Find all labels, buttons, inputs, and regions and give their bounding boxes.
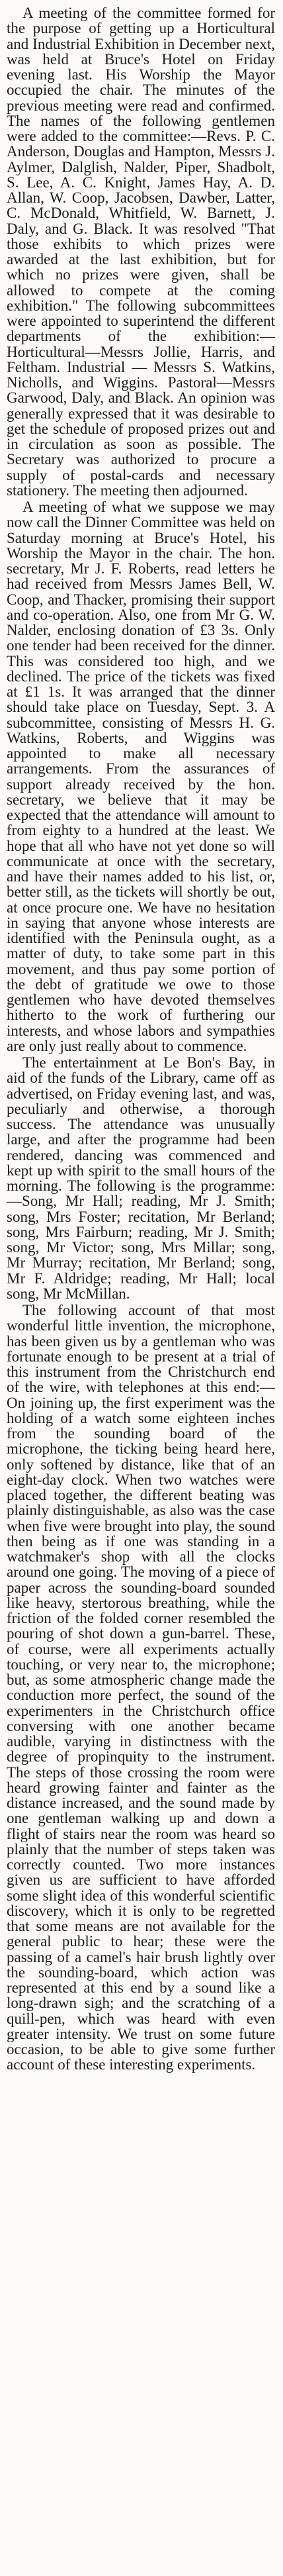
paragraph-library-entertainment: The entertainment at Le Bon's Bay, in aid of the funds of the Library, came off as advertised, on Friday evening last, and was, peculiarly and otherwise, a thorough success. The attendance was unusually large, and after the programme had been rendered, dancing was commenced and kept up with spirit to the small hours of the morning. The following is the programme:—Song, Mr Hall; reading, Mr J. Smith; song, Mrs Foster; recitation, Mr Berland; song, Mrs Fairburn; reading, Mr J. Smith; song, Mr Victor; song, Mrs Millar; song, Mr Murray; recitation, Mr Berland; song, Mr F. Aldridge; reading, Mr Hall; local song, Mr McMillan. — [7, 1054, 275, 1302]
paragraph-dinner-committee: A meeting of what we suppose we may now call the Dinner Committee was held on Saturday morning at Bruce's Hotel, his Worship the Mayor in the chair. The hon. secretary, Mr J. F. Roberts, read letters he had received from Messrs James Bell, W. Coop, and Thacker, promising their support and co-operation. Also, one from Mr G. W. Nalder, enclosing donation of £3 3s. Only one tender had been received for the dinner. This was considered too high, and we declined. The price of the tickets was fixed at £1 1s. It was arranged that the dinner should take place on Tuesday, Sept. 3. A subcommittee, consisting of Messrs H. G. Watkins, Roberts, and Wiggins was appointed to make all necessary arrangements. From the assurances of support already received by the hon. secretary, we believe that it may be expected that the attendance will amount to from eighty to a hundred at the least. We hope that all who have not yet done so will communicate at once with the secretary, and have their names added to his list, or, better still, as the tickets will shortly be out, at once procure one. We have no hesitation in saying that anyone whose interests are identified with the Peninsula ought, as a matter of duty, to take some part in this movement, and thus pay some portion of the debt of gratitude we owe to those gentlemen who have devoted themselves hitherto to the work of furthering our interests, and whose labors and sympathies are only just really about to commence. — [7, 499, 275, 1054]
paragraph-microphone-account: The following account of that most wonderful little invention, the microphone, has been given us by a gentleman who was fortunate enough to be present at a trial of this instrument from the Christchurch end of the wire, with telephones at this end:—On joining up, the first experiment was the holding of a watch some eighteen inches from the sounding board of the microphone, the ticking being heard here, only softened by distance, like that of an eight-day clock. When two watches were placed together, the different beating was plainly distinguishable, as also was the case when five were brought into play, the sound then being as if one was standing in a watchmaker's shop with all the clocks around one going. The moving of a piece of paper across the sounding-board sounded like heavy, stertorous breathing, while the friction of the folded corner resembled the pouring of shot down a gun-barrel. These, of course, were all experiments actually touching, or very near to, the microphone; but, as some atmospheric change made the conduction more perfect, the sound of the experimenters in the Christchurch office conversing with one another became audible, varying in distinctness with the degree of propinquity to the instrument. The steps of those crossing the room were heard growing fainter and fainter as the distance increased, and the sound made by one gentleman walking up and down a flight of stairs near the room was heard so plainly that the number of steps taken was correctly counted. Two more instances given us are sufficient to have afforded some slight idea of this wonderful scientific discovery, which it is only to be regretted that some means are not available for the general public to hear; these were the passing of a camel's hair brush lightly over the sounding-board, which action was represented at this end by a sound like a long-drawn sigh; and the scratching of a quill-pen, which was heard with even greater intensity. We trust on some future occasion, to be able to give some further account of these interesting experiments. — [7, 1302, 275, 2073]
paragraph-exhibition-committee: A meeting of the committee formed for the purpose of getting up a Horticultural and Industrial Exhibition in December next, was held at Bruce's Hotel on Friday evening last. His Worship the Mayor occupied the chair. The minutes of the previous meeting were read and confirmed. The names of the following gentlemen were added to the committee:—Revs. P. C. Anderson, Douglas and Hampton, Messrs J. Aylmer, Dalglish, Nalder, Piper, Shadbolt, S. Lee, A. C. Knight, James Hay, A. D. Allan, W. Coop, Jacobsen, Dawber, Latter, C. McDonald, Whitfield, W. Barnett, J. Daly, and G. Black. It was resolved "That those exhibits to which prizes were awarded at the last exhibition, but for which no prizes were given, shall be allowed to compete at the coming exhibition." The following subcommittees were appointed to superintend the different departments of the exhibition:—Horticultural—Messrs Jollie, Harris, and Feltham. Industrial — Messrs S. Watkins, Nicholls, and Wiggins. Pastoral—Messrs Garwood, Daly, and Black. An opinion was generally expressed that it was desirable to get the schedule of proposed prizes out and in circulation as soon as possible. The Secretary was authorized to procure a supply of postal-cards and necessary stationery. The meeting then adjourned. — [7, 5, 275, 499]
